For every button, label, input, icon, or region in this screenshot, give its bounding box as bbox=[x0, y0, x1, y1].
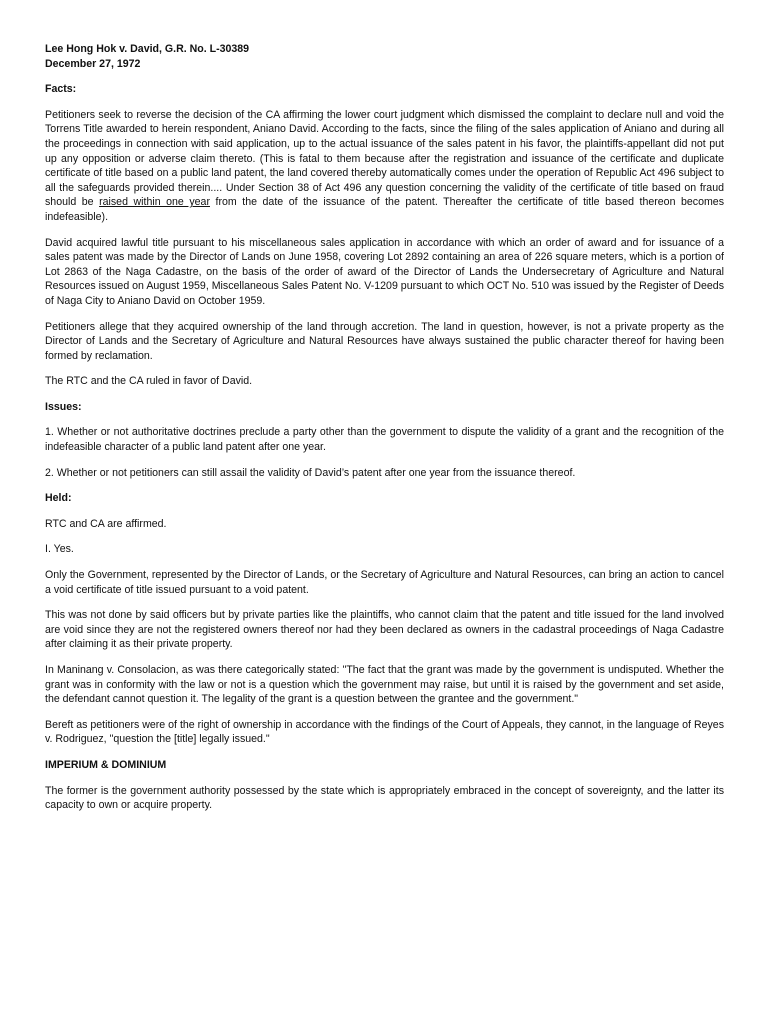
imperium-dominium-label: IMPERIUM & DOMINIUM bbox=[45, 758, 167, 771]
facts-paragraph-2: David acquired lawful title pursuant to his miscellaneous sales application in accordance with which an order of award and for issuance of a sales patent was made by the Director of Lands on June 1958, covering Lot 2892 containing an area of 226 square meters, which is a portion of Lot 2863 of the Naga Cadastre, on the basis of the order of award of the Director of Lands the Undersecretary of Agriculture and Natural Resources issued on August 1959, Miscellaneous Sales Patent No. V-1209 pursuant to which OCT No. 510 was issued by the Register of Deeds of Naga City to Aniano David on October 1959. bbox=[45, 236, 724, 307]
facts-p1-text-b: from the date of the issuance of the patent. Thereafter the certificate of title based thereon becomes indefeasible). bbox=[45, 196, 724, 223]
facts-label: Facts: bbox=[45, 83, 77, 96]
facts-paragraph-3: Petitioners allege that they acquired ownership of the land through accretion. The land in question, however, is not a private property as the Director of Lands and the Secretary of Agriculture and Natural Resources have always sustained the public character thereof for having been formed by reclamation. bbox=[45, 320, 724, 362]
case-title: Lee Hong Hok v. David, G.R. No. L-30389 bbox=[45, 43, 250, 55]
held-paragraph-6: Bereft as petitioners were of the right of ownership in accordance with the findings of the Court of Appeals, they cannot, in the language of Reyes v. Rodriguez, "question the [title] legally issued." bbox=[45, 718, 724, 746]
imperium-paragraph-1: The former is the government authority possessed by the state which is appropriately embraced in the concept of sovereignty, and the latter its capacity to own or acquire property. bbox=[45, 784, 724, 812]
held-paragraph-2: I. Yes. bbox=[45, 543, 74, 556]
issue-1: 1. Whether or not authoritative doctrines preclude a party other than the government to dispute the validity of a grant and the recognition of the indefeasible character of a public land patent after one year. bbox=[45, 426, 724, 454]
case-header bbox=[45, 42, 724, 71]
held-paragraph-1: RTC and CA are affirmed. bbox=[45, 517, 167, 530]
held-paragraph-5: In Maninang v. Consolacion, as was there categorically stated: "The fact that the grant was made by the government is undisputed. Whether the grant was in conformity with the law or not is a question which the government may raise, but until it is raised by the government and set aside, the defendant cannot question it. The legality of the grant is a question between the grantee and the government." bbox=[45, 664, 724, 706]
case-date: December 27, 1972 bbox=[45, 57, 141, 70]
facts-p1-text-a: Petitioners seek to reverse the decision of the CA affirming the lower court judgment which dismissed the complaint to declare null and void the Torrens Title awarded to herein respondent, Aniano David. According to the facts, since the filing of the sales application of Aniano and during all the proceedings in connection with said application, up to the actual issuance of the sales patent in his favor, the plaintiffs-appellant did not put up any opposition or adverse claim thereto. (This is fatal to them because after the registration and issuance of the certificate and duplicate certificate of title based on a public land patent, the land covered thereby automatically comes under the operation of Republic Act 496 subject to all the safeguards provided therein.... Under Section 38 of Act 496 any question concerning the validity of the certificate of title based on fraud should be bbox=[45, 108, 724, 209]
issue-2: 2. Whether or not petitioners can still assail the validity of David’s patent after one year from the issuance thereof. bbox=[45, 466, 576, 479]
facts-p1-underlined: raised within one year bbox=[99, 196, 210, 209]
held-paragraph-4: This was not done by said officers but by private parties like the plaintiffs, who cannot claim that the patent and title issued for the land involved are void since they are not the registered owners thereof nor had they been declared as owners in the cadastral proceedings of Naga Cadastre after claiming it as their private property. bbox=[45, 609, 724, 651]
held-label: Held: bbox=[45, 492, 72, 505]
held-paragraph-3: Only the Government, represented by the Director of Lands, or the Secretary of Agriculture and Natural Resources, can bring an action to cancel a void certificate of title issued pursuant to a void patent. bbox=[45, 569, 724, 596]
facts-paragraph-1 bbox=[45, 108, 724, 225]
document-page bbox=[45, 42, 724, 824]
facts-paragraph-4: The RTC and the CA ruled in favor of David. bbox=[45, 375, 253, 388]
issues-label: Issues: bbox=[45, 400, 82, 413]
